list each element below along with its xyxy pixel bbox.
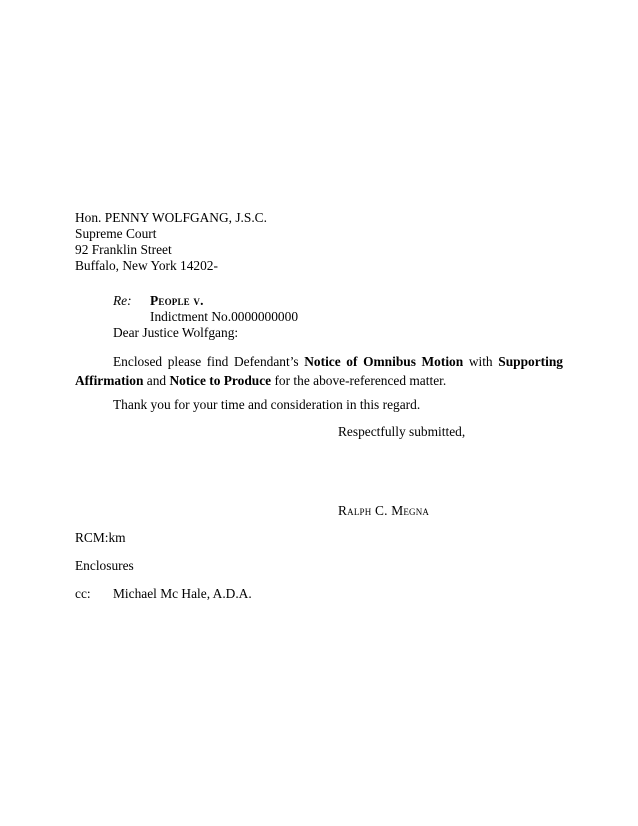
- enclosures-label: Enclosures: [75, 558, 134, 573]
- signer-name: Ralph C. Megna: [338, 503, 430, 518]
- body-bold-supporting-affirmation: Supporting Affirmation: [75, 354, 563, 388]
- recipient-street: 92 Franklin Street: [75, 242, 172, 257]
- cc-label: cc:: [75, 586, 91, 601]
- re-label: Re:: [113, 293, 132, 308]
- body-paragraph-2: Thank you for your time and consideration in this regard.: [113, 397, 421, 412]
- body-text: Enclosed please find Defendant’s: [113, 354, 305, 369]
- body-bold-omnibus-motion: Notice of Omnibus Motion: [304, 354, 464, 369]
- cc-recipient: Michael Mc Hale, A.D.A.: [113, 586, 252, 601]
- case-caption: People v.: [150, 293, 204, 308]
- recipient-court: Supreme Court: [75, 226, 157, 241]
- salutation: Dear Justice Wolfgang:: [113, 325, 239, 340]
- recipient-name: Hon. PENNY WOLFGANG, J.S.C.: [75, 210, 267, 225]
- closing-text: Respectfully submitted,: [338, 424, 466, 439]
- body-paragraph-1: [75, 352, 563, 390]
- body-text: with: [463, 354, 499, 369]
- indictment-number: Indictment No.0000000000: [150, 309, 299, 324]
- typist-initials: RCM:km: [75, 530, 126, 545]
- body-bold-notice-to-produce: Notice to Produce: [169, 373, 272, 388]
- body-text: for the above-referenced matter.: [271, 373, 447, 388]
- recipient-city: Buffalo, New York 14202-: [75, 258, 218, 273]
- body-text: and: [143, 373, 170, 388]
